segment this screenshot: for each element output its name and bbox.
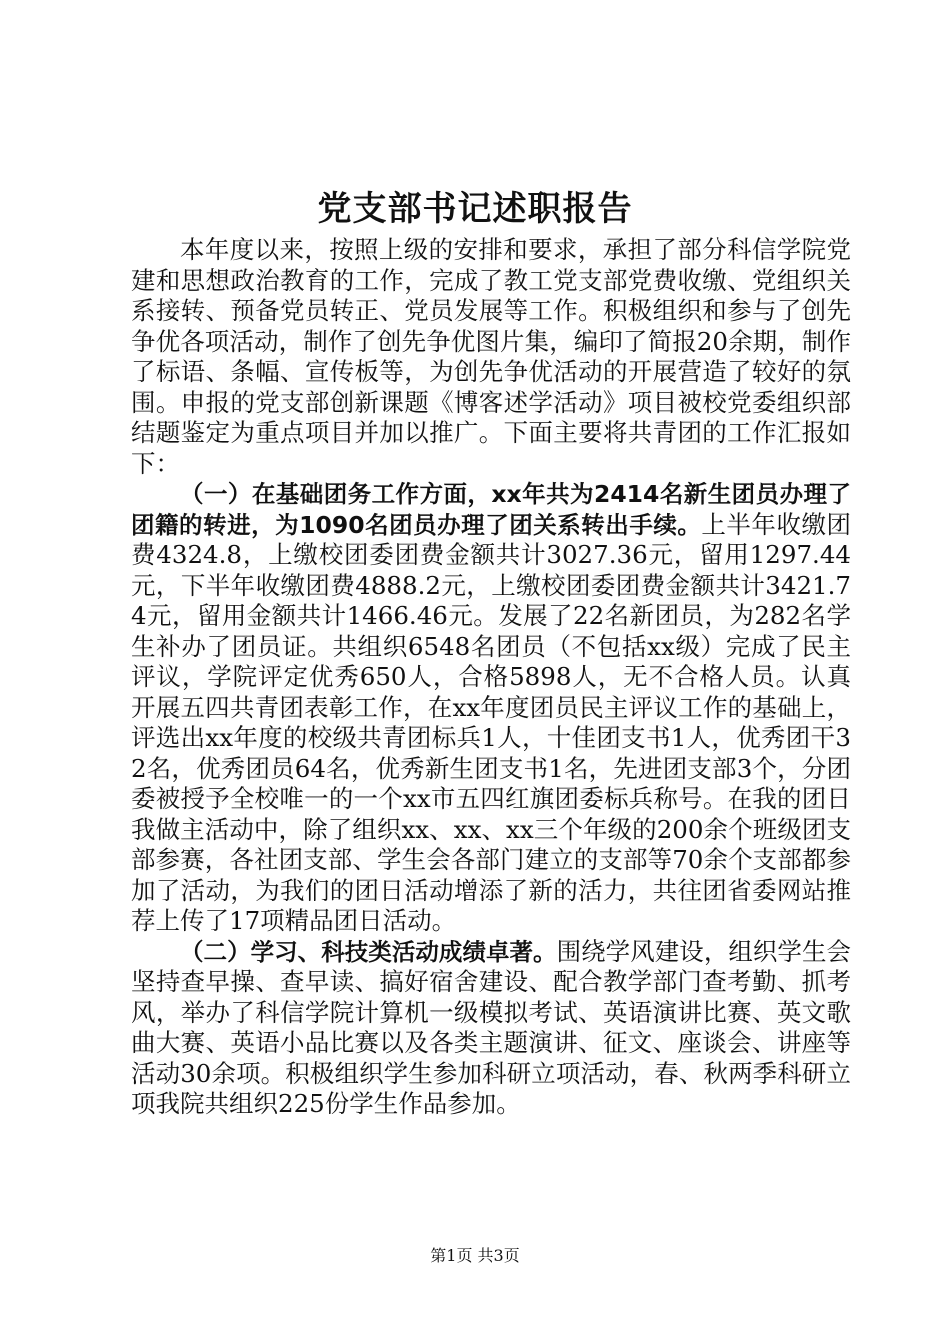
document-body xyxy=(131,235,851,1120)
section-1-heading: （一）在基础团务工作方面，xx年共为2414名新生团员办理了团籍的转进，为1090名团员办理了团关系转出手续。 xyxy=(131,480,851,539)
paragraph-section-1 xyxy=(131,479,851,937)
paragraph-text: 上半年收缴团费4324.8，上缴校团委团费金额共计3027.36元，留用1297.44元，下半年收缴团费4888.2元，上缴校团委团费金额共计3421.74元，留用金额共计1466.46元。发展了22名新团员，为282名学生补办了团员证。共组织6548名团员（不包括xx级）完成了民主评议，学院评定优秀650人，合格5898人，无不合格人员。认真开展五四共青团表彰工作，在xx年度团员民主评议工作的基础上，评选出xx年度的校级共青团标兵1人，十佳团支书1人，优秀团干32名，优秀团员64名，优秀新生团支书1名，先进团支部3个，分团委被授予全校唯一的一个xx市五四红旗团委标兵称号。在我的团日我做主活动中，除了组织xx、xx、xx三个年级的200余个班级团支部参赛，各社团支部、学生会各部门建立的支部等70余个支部都参加了活动，为我们的团日活动增添了新的活力，共往团省委网站推荐上传了17项精品团日活动。 xyxy=(131,509,851,935)
page-number-footer: 第1页 共3页 xyxy=(430,1246,520,1265)
paragraph-section-2 xyxy=(131,937,851,1120)
paragraph-text: 围绕学风建设，组织学生会坚持查早操、查早读、搞好宿舍建设、配合教学部门查考勤、抓考风，举办了科信学院计算机一级模拟考试、英语演讲比赛、英文歌曲大赛、英语小品比赛以及各类主题演讲、征文、座谈会、讲座等活动30余项。积极组织学生参加科研立项活动，春、秋两季科研立项我院共组织225份学生作品参加。 xyxy=(131,936,851,1118)
document-title: 党支部书记述职报告 xyxy=(317,189,633,229)
paragraph-intro xyxy=(131,235,851,479)
section-2-heading: （二）学习、科技类活动成绩卓著。 xyxy=(180,937,557,966)
paragraph-text: 本年度以来，按照上级的安排和要求，承担了部分科信学院党建和思想政治教育的工作，完成了教工党支部党费收缴、党组织关系接转、预备党员转正、党员发展等工作。积极组织和参与了创先争优各项活动，制作了创先争优图片集，编印了简报20余期，制作了标语、条幅、宣传板等，为创先争优活动的开展营造了较好的氛围。申报的党支部创新课题《博客述学活动》项目被校党委组织部结题鉴定为重点项目并加以推广。下面主要将共青团的工作汇报如下： xyxy=(131,235,851,478)
